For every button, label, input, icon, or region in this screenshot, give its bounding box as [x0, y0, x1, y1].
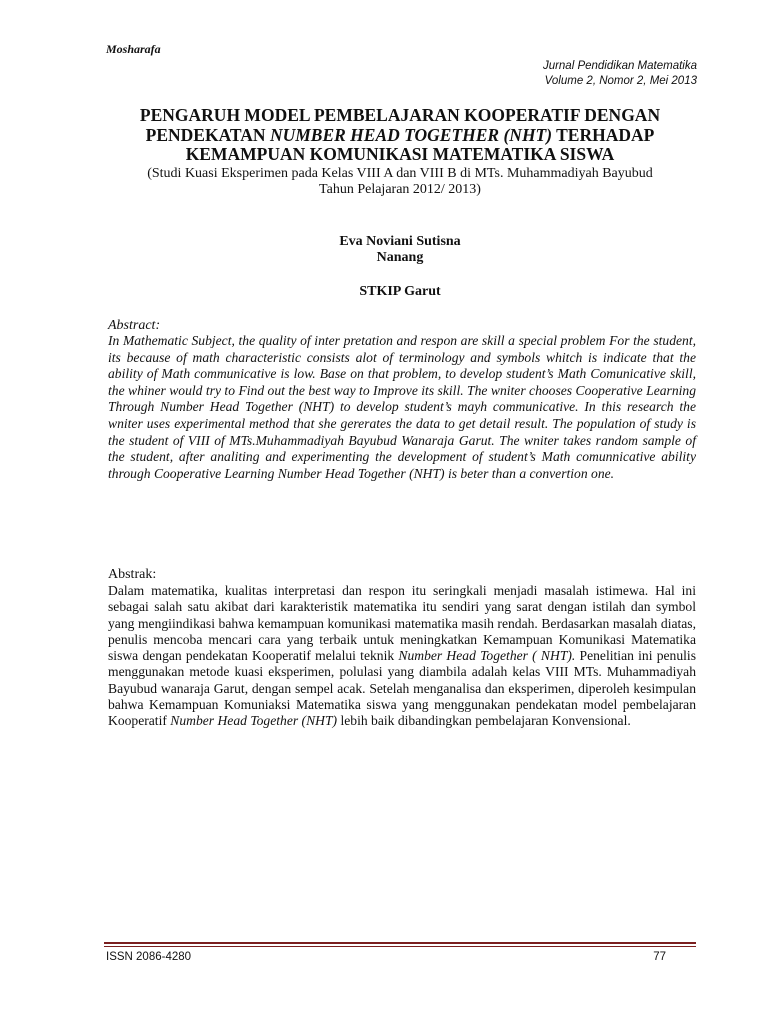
subtitle-line-1: (Studi Kuasi Eksperimen pada Kelas VIII A dan VIII B di MTs. Muhammadiyah Bayubud — [147, 166, 653, 181]
journal-name: Jurnal Pendidikan Matematika — [542, 60, 697, 72]
title-line-2-prefix: PENDEKATAN — [145, 124, 270, 145]
journal-short-name: Mosharafa — [106, 42, 161, 56]
paper-subtitle — [100, 166, 700, 198]
title-line-3: KEMAMPUAN KOMUNIKASI MATEMATIKA SISWA — [185, 144, 615, 164]
author-1: Eva Noviani Sutisna — [339, 234, 461, 249]
abstract-id-part-3: lebih baik dibandingkan pembelajaran Konvensional. — [337, 713, 631, 729]
journal-volume: Volume 2, Nomor 2, Mei 2013 — [544, 75, 697, 87]
abstract-id-italic-1: Number Head Together ( NHT). — [398, 648, 576, 664]
title-line-2-suffix: TERHADAP — [552, 124, 655, 145]
abstract-id-italic-2: Number Head Together (NHT) — [170, 713, 338, 729]
abstract-en-text: In Mathematic Subject, the quality of inter pretation and respon are skill a special problem For the student, its because of math characteristic consists alot of terminology and symbols whitch is indicate that the ability of Math communicative is low. Base on that problem, to develop student’s Math Comunicative skill, the whiner would try to Find out the best way to Improve its skill. The wniter chooses Cooperative Learning Through Number Head Together (NHT) to develop student’s mayh communicative. In this research the wniter uses experimental method that she gererates the data to get detail result. The population of study is the student of VIII of MTs.Muhammadiyah Bayubud Wanaraja Garut. The wniter takes random sample of the student, after analiting and experimenting the development of student’s Math comunnicative ability through Cooperative Learning Number Head Together (NHT) is beter than a convertion one. — [108, 333, 696, 481]
abstract-id-heading: Abstrak: — [108, 567, 157, 582]
abstract-en-heading: Abstract: — [108, 318, 161, 333]
issn: ISSN 2086-4280 — [106, 951, 192, 963]
title-line-1: PENGARUH MODEL PEMBELAJARAN KOOPERATIF DENGAN — [139, 105, 661, 125]
title-line-2 — [100, 126, 700, 146]
abstract-id-part-2: Penelitian ini penulis menggunakan metode kuasi eksperimen, polulasi yang diambila adalah kelas VIII MTs. Muhammadiyah Bayubud wanaraja Garut, dengan sempel acak. Setelah menganalisa dan eksperimen, diperoleh kesimpulan bahwa Kemampuan Komuniaksi Matematika siswa yang menggunakan pendekatan model pembelajaran Kooperatif — [108, 648, 696, 729]
paper-title — [100, 106, 700, 165]
affiliation: STKIP Garut — [359, 284, 441, 299]
author-2: Nanang — [376, 250, 424, 265]
footer-rule-thin — [104, 946, 696, 947]
page-number: 77 — [653, 951, 666, 963]
abstract-id-part-1: Dalam matematika, kualitas interpretasi dan respon itu seringkali menjadi masalah istimewa. Hal ini sebagai salah satu akibat dari karakteristik matematika itu sendiri yang sarat dengan istilah dan symbol yang mengiindikasi bahwa kemampuan komunikasi matematika masih rendah. Berdasarkan masalah diatas, penulis mencoba mencari cara yang terbaik untuk meningkatkan Kemampuan Komunikasi Matematika siswa dengan pendekatan Kooperatif melalui teknik — [108, 583, 696, 664]
footer-rule — [104, 942, 696, 944]
abstract-id-text — [108, 583, 696, 730]
title-line-2-italic: NUMBER HEAD TOGETHER (NHT) — [269, 124, 553, 145]
subtitle-line-2: Tahun Pelajaran 2012/ 2013) — [319, 182, 481, 197]
